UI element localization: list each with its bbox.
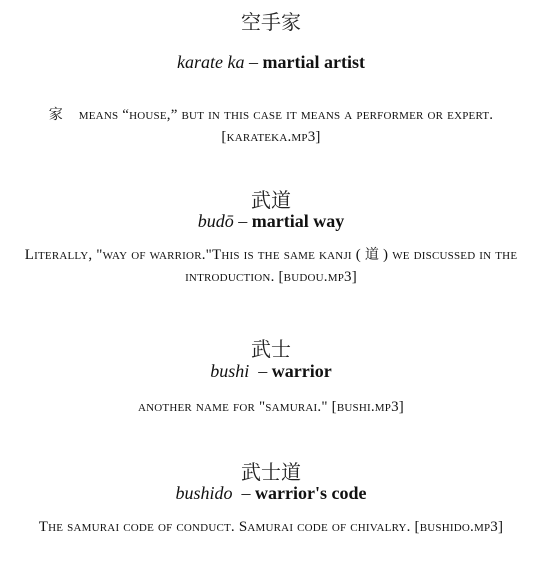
- entry-romaji: bushido: [175, 483, 233, 503]
- entry-description: [14, 244, 528, 288]
- entry-meaning: martial artist: [262, 52, 365, 72]
- entry-term: [0, 52, 542, 73]
- entry-separator: –: [233, 211, 252, 231]
- entry-kanji: 武道: [251, 188, 291, 212]
- description-text: means “house,” but in this case it means a performer or expert. [karateka.mp3]: [78, 107, 494, 145]
- description-text: The samurai code of conduct. Samurai code of chivalry. [bushido.mp3]: [38, 519, 504, 535]
- entry-term: [0, 483, 542, 504]
- description-text: another name for "samurai." [bushi.mp3]: [137, 399, 404, 415]
- entry-description: [14, 396, 528, 418]
- entry-kanji: 空手家: [241, 10, 301, 34]
- entry-separator: –: [232, 483, 256, 503]
- entry-romaji: karate ka: [177, 52, 245, 72]
- description-kanji: 道: [364, 247, 380, 263]
- entry-term: [0, 361, 542, 382]
- entry-term: [0, 211, 542, 232]
- entry-kanji: 武士: [251, 337, 291, 361]
- entry-meaning: warrior's code: [255, 483, 367, 503]
- entry-romaji: bushi: [210, 361, 250, 381]
- entry-romaji: budō: [197, 211, 234, 231]
- description-text: ) we discussed in the introduction. [budou.mp3]: [185, 247, 518, 285]
- entry-separator: –: [249, 361, 272, 381]
- entry-separator: –: [244, 52, 263, 72]
- description-kanji: 家: [48, 107, 63, 123]
- entry-meaning: martial way: [251, 211, 345, 231]
- description-text: Literally, "way of warrior."This is the same kanji (: [24, 247, 361, 263]
- entry-meaning: warrior: [271, 361, 332, 381]
- entry-description: [14, 104, 528, 148]
- entry-description: [14, 516, 528, 538]
- entry-kanji: 武士道: [241, 460, 301, 484]
